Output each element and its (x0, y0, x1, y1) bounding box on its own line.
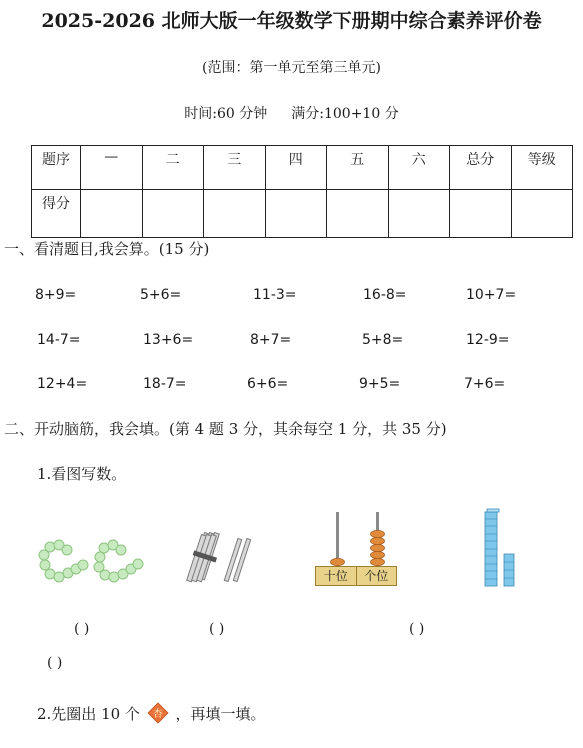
question-2-prompt (37, 702, 266, 724)
math-problem: 10+7= (466, 287, 517, 303)
score-cell-header: 二 (142, 146, 204, 190)
math-problem: 12-9= (466, 332, 510, 348)
score-cell-label: 题序 (32, 146, 81, 190)
full-score: 满分:100+10 分 (291, 106, 399, 122)
score-entry-cell[interactable] (511, 190, 573, 238)
section-1-title: 一、看清题目,我会算。(15 分) (4, 240, 210, 258)
score-entry-cell[interactable] (388, 190, 450, 238)
answer-blank[interactable]: ( ) (209, 621, 225, 637)
abacus-ones-label: 个位 (364, 569, 389, 583)
score-cell-header: 五 (327, 146, 389, 190)
score-cell-header: 等级 (511, 146, 573, 190)
green-circles-picture (36, 537, 148, 587)
time-and-score (0, 103, 583, 123)
score-entry-cell[interactable] (81, 190, 143, 238)
score-cell-header: — (81, 146, 143, 190)
score-entry-cell[interactable] (327, 190, 389, 238)
score-entry-cell[interactable] (450, 190, 512, 238)
question-1-prompt: 1.看图写数。 (37, 465, 127, 483)
math-problem: 11-3= (253, 287, 297, 303)
score-cell-header: 三 (204, 146, 266, 190)
math-problem: 8+9= (35, 287, 77, 303)
section-2-title: 二、开动脑筋，我会填。(第 4 题 3 分，其余每空 1 分，共 35 分) (4, 420, 447, 438)
answer-blank[interactable]: ( ) (409, 621, 425, 637)
abacus-tens-label: 十位 (316, 567, 357, 585)
score-cell-header: 六 (388, 146, 450, 190)
math-problem: 12+4= (37, 376, 88, 392)
abacus-rods-icon (315, 510, 397, 568)
math-problem: 16-8= (363, 287, 407, 303)
exam-scope: (范围：第一单元至第三单元) (202, 60, 381, 76)
apricot-icon-char: 杏 (152, 709, 163, 720)
score-row-label: 得分 (32, 190, 81, 238)
math-problem: 5+6= (140, 287, 182, 303)
page-title: 2025-2026 北师大版一年级数学下册期中综合素养评价卷 (41, 10, 542, 32)
math-problem: 14-7= (37, 332, 81, 348)
abacus-picture (315, 510, 397, 588)
math-problem: 9+5= (359, 376, 401, 392)
question-2-prefix: 2.先圈出 10 个 (37, 705, 140, 723)
exam-time: 时间:60 分钟 (184, 106, 268, 122)
score-entry-cell[interactable] (265, 190, 327, 238)
math-problem: 6+6= (247, 376, 289, 392)
score-entry-cell[interactable] (142, 190, 204, 238)
score-cell-header: 总分 (450, 146, 512, 190)
math-problem: 5+8= (362, 332, 404, 348)
math-problem: 18-7= (143, 376, 187, 392)
score-table (31, 145, 573, 238)
math-problem: 13+6= (143, 332, 194, 348)
score-table-score-row (32, 190, 573, 238)
math-problem: 8+7= (250, 332, 292, 348)
base-ten-blocks-picture (482, 508, 520, 588)
score-table-header-row (32, 146, 573, 190)
math-problem: 7+6= (464, 376, 506, 392)
answer-blank[interactable]: ( ) (74, 621, 90, 637)
answer-blank[interactable]: ( ) (47, 655, 63, 671)
score-entry-cell[interactable] (204, 190, 266, 238)
sticks-bundle-picture (183, 530, 251, 586)
question-2-suffix: ，再填一填。 (175, 705, 266, 723)
abacus-label-bar (315, 566, 397, 586)
apricot-icon (147, 702, 169, 724)
score-cell-header: 四 (265, 146, 327, 190)
